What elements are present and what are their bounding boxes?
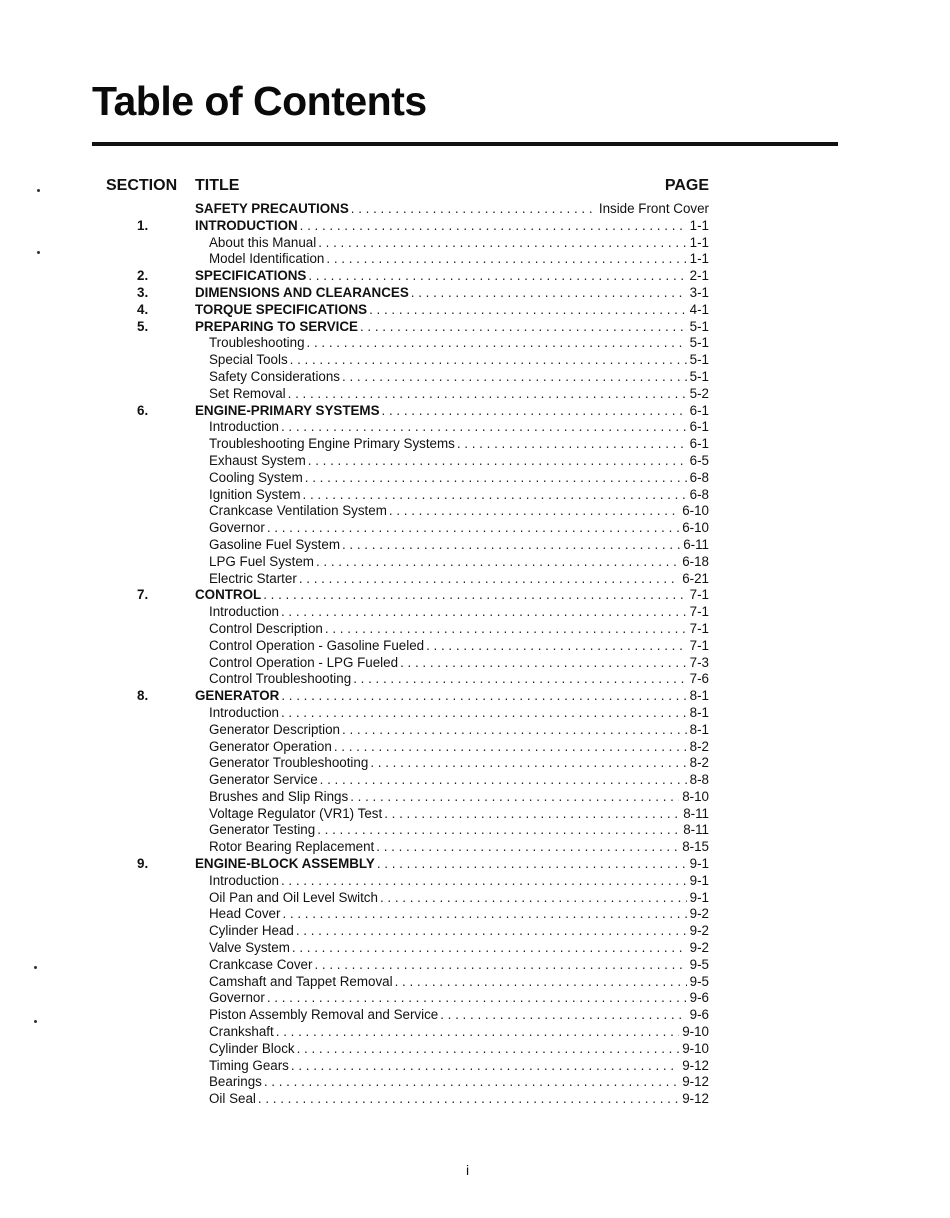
toc-entry-subsection	[209, 621, 709, 638]
entry-title: Cylinder Head	[209, 923, 294, 939]
dot-leader	[305, 470, 687, 487]
entry-page: 2-1	[689, 268, 709, 284]
toc-entry-subsection	[209, 235, 709, 252]
dot-leader	[389, 503, 679, 520]
section-number: 6.	[137, 402, 149, 418]
scan-speck	[37, 189, 40, 192]
toc-row	[0, 990, 950, 1007]
toc-row	[0, 201, 950, 218]
dot-leader	[308, 453, 687, 470]
entry-title: Generator Service	[209, 772, 318, 788]
dot-leader	[297, 1041, 680, 1058]
dot-leader	[411, 285, 687, 302]
entry-page: 9-2	[689, 923, 709, 939]
entry-page: Inside Front Cover	[598, 201, 709, 216]
toc-row	[0, 487, 950, 504]
toc-entry-subsection	[209, 1091, 709, 1108]
toc-entry-subsection	[209, 873, 709, 890]
toc-entry-subsection	[209, 571, 709, 588]
entry-page: 7-1	[689, 604, 709, 620]
entry-title: SPECIFICATIONS	[195, 268, 307, 284]
dot-leader	[267, 520, 679, 537]
entry-title: Rotor Bearing Replacement	[209, 839, 375, 855]
toc-entry-subsection	[209, 923, 709, 940]
entry-title: Control Troubleshooting	[209, 671, 352, 687]
dot-leader	[281, 705, 687, 722]
toc-entry-subsection	[209, 1007, 709, 1024]
entry-title: Timing Gears	[209, 1057, 289, 1073]
dot-leader	[281, 873, 687, 890]
entry-title: Control Operation - LPG Fueled	[209, 654, 399, 670]
entry-page: 8-2	[689, 738, 709, 754]
dot-leader	[296, 923, 687, 940]
toc-entry-subsection	[209, 436, 709, 453]
toc-row	[0, 638, 950, 655]
section-number: 9.	[137, 856, 149, 872]
toc-entry-subsection	[209, 1058, 709, 1075]
toc-row	[0, 671, 950, 688]
entry-page: 8-8	[689, 772, 709, 788]
dot-leader	[281, 688, 686, 705]
toc-row	[0, 1058, 950, 1075]
dot-leader	[300, 218, 687, 235]
dot-leader	[276, 1024, 679, 1041]
entry-title: SAFETY PRECAUTIONS	[195, 201, 349, 216]
toc-row	[0, 403, 950, 420]
dot-leader	[342, 722, 687, 739]
entry-title: Head Cover	[209, 906, 281, 922]
toc-entry-subsection	[209, 957, 709, 974]
toc-entry-subsection	[209, 386, 709, 403]
toc-entry-subsection	[209, 839, 709, 856]
toc-entry-subsection	[209, 705, 709, 722]
entry-title: Generator Testing	[209, 822, 316, 838]
dot-leader	[440, 1007, 686, 1024]
entry-page: 6-18	[682, 553, 709, 569]
toc-row	[0, 285, 950, 302]
entry-page: 9-12	[682, 1091, 709, 1107]
dot-leader	[258, 1091, 679, 1108]
section-number: 1.	[137, 217, 149, 233]
toc-row	[0, 268, 950, 285]
toc-entry-subsection	[209, 890, 709, 907]
toc-entry-subsection	[209, 251, 709, 268]
toc-entry-subsection	[209, 453, 709, 470]
toc-entry-subsection	[209, 755, 709, 772]
entry-page: 9-12	[682, 1057, 709, 1073]
dot-leader	[342, 537, 680, 554]
toc-row	[0, 621, 950, 638]
entry-page: 9-10	[682, 1024, 709, 1040]
dot-leader	[281, 419, 687, 436]
toc-row	[0, 789, 950, 806]
entry-title: Introduction	[209, 604, 279, 620]
entry-title: Crankcase Ventilation System	[209, 503, 387, 519]
toc-row	[0, 251, 950, 268]
toc-entry-section	[195, 403, 709, 420]
toc-row	[0, 856, 950, 873]
toc-row	[0, 218, 950, 235]
entry-page: 9-1	[689, 889, 709, 905]
dot-leader	[370, 755, 686, 772]
entry-title: Generator Troubleshooting	[209, 755, 369, 771]
entry-page: 6-5	[689, 452, 709, 468]
toc-entry-subsection	[209, 1024, 709, 1041]
toc-entry-section	[195, 856, 709, 873]
entry-page: 5-1	[689, 352, 709, 368]
entry-title: Special Tools	[209, 352, 288, 368]
entry-title: Set Removal	[209, 385, 286, 401]
entry-title: Voltage Regulator (VR1) Test	[209, 805, 383, 821]
entry-title: Camshaft and Tappet Removal	[209, 973, 393, 989]
toc-row	[0, 571, 950, 588]
dot-leader	[303, 487, 687, 504]
entry-title: CONTROL	[195, 587, 262, 603]
entry-page: 9-6	[689, 1007, 709, 1023]
dot-leader	[395, 974, 687, 991]
toc-entry-section	[195, 688, 709, 705]
entry-title: LPG Fuel System	[209, 553, 314, 569]
entry-page: 7-6	[689, 671, 709, 687]
scan-speck	[34, 1020, 37, 1023]
entry-page: 3-1	[689, 284, 709, 300]
dot-leader	[457, 436, 687, 453]
entry-page: 9-6	[689, 990, 709, 1006]
entry-page: 5-1	[689, 368, 709, 384]
entry-page: 5-1	[689, 318, 709, 334]
entry-title: About this Manual	[209, 234, 317, 250]
toc-row	[0, 739, 950, 756]
entry-title: Safety Considerations	[209, 368, 341, 384]
dot-leader	[351, 201, 596, 218]
section-number: 4.	[137, 301, 149, 317]
toc-entry-section	[195, 218, 709, 235]
toc-row	[0, 386, 950, 403]
toc-row	[0, 890, 950, 907]
toc-entry-subsection	[209, 671, 709, 688]
entry-page: 6-21	[682, 570, 709, 586]
entry-page: 9-1	[689, 856, 709, 872]
toc-entry-subsection	[209, 739, 709, 756]
dot-leader	[307, 335, 687, 352]
entry-title: Cooling System	[209, 469, 303, 485]
toc-row	[0, 419, 950, 436]
toc-row	[0, 436, 950, 453]
toc-row	[0, 1024, 950, 1041]
toc-row	[0, 369, 950, 386]
entry-page: 7-1	[689, 587, 709, 603]
toc-row	[0, 302, 950, 319]
toc-row	[0, 453, 950, 470]
scan-speck	[37, 251, 40, 254]
dot-leader	[369, 302, 687, 319]
toc-entry-section	[195, 285, 709, 302]
toc-entry-subsection	[209, 906, 709, 923]
entry-title: ENGINE-BLOCK ASSEMBLY	[195, 856, 375, 872]
dot-leader	[377, 856, 687, 873]
entry-title: GENERATOR	[195, 688, 280, 704]
entry-page: 8-2	[689, 755, 709, 771]
dot-leader	[316, 554, 679, 571]
dot-leader	[382, 403, 687, 420]
toc-row	[0, 873, 950, 890]
entry-title: Governor	[209, 990, 265, 1006]
entry-title: Crankshaft	[209, 1024, 274, 1040]
toc-entry-subsection	[209, 806, 709, 823]
section-number: 7.	[137, 587, 149, 603]
toc-entry-subsection	[209, 470, 709, 487]
entry-title: Introduction	[209, 872, 279, 888]
toc-row	[0, 1091, 950, 1108]
entry-page: 6-10	[682, 520, 709, 536]
dot-leader	[318, 235, 686, 252]
toc-row	[0, 554, 950, 571]
dot-leader	[360, 319, 687, 336]
toc-entry-subsection	[209, 822, 709, 839]
toc-entry-section	[195, 268, 709, 285]
entry-page: 6-10	[682, 503, 709, 519]
toc-entry-subsection	[209, 789, 709, 806]
page-title: Table of Contents	[92, 78, 427, 124]
entry-title: TORQUE SPECIFICATIONS	[195, 301, 368, 317]
dot-leader	[320, 772, 687, 789]
entry-page: 1-1	[689, 217, 709, 233]
toc-entry-subsection	[209, 419, 709, 436]
dot-leader	[308, 268, 686, 285]
entry-page: 9-2	[689, 906, 709, 922]
entry-page: 9-1	[689, 872, 709, 888]
entry-title: Brushes and Slip Rings	[209, 788, 349, 804]
entry-title: Oil Pan and Oil Level Switch	[209, 889, 378, 905]
toc-row	[0, 772, 950, 789]
toc-row	[0, 755, 950, 772]
entry-page: 7-1	[689, 620, 709, 636]
entry-page: 8-10	[682, 788, 709, 804]
entry-page: 5-1	[689, 335, 709, 351]
entry-title: Gasoline Fuel System	[209, 536, 340, 552]
toc-entry-subsection	[209, 1074, 709, 1091]
entry-page: 9-5	[689, 956, 709, 972]
toc-entry-subsection	[209, 940, 709, 957]
dot-leader	[353, 671, 686, 688]
entry-title: INTRODUCTION	[195, 217, 298, 233]
dot-leader	[342, 369, 687, 386]
entry-page: 9-2	[689, 940, 709, 956]
dot-leader	[317, 822, 680, 839]
entry-page: 1-1	[689, 251, 709, 267]
dot-leader	[325, 621, 687, 638]
section-number: 8.	[137, 688, 149, 704]
entry-title: Ignition System	[209, 486, 301, 502]
toc-entry-subsection	[209, 503, 709, 520]
toc-row	[0, 1007, 950, 1024]
toc-entry-subsection	[209, 990, 709, 1007]
toc-row	[0, 470, 950, 487]
toc-entry-subsection	[209, 369, 709, 386]
title-rule	[92, 142, 838, 146]
toc-row	[0, 319, 950, 336]
toc-row	[0, 940, 950, 957]
toc-row	[0, 906, 950, 923]
entry-title: Control Operation - Gasoline Fueled	[209, 637, 425, 653]
entry-page: 6-11	[683, 536, 709, 552]
entry-title: Troubleshooting	[209, 335, 305, 351]
dot-leader	[264, 1074, 679, 1091]
entry-title: Oil Seal	[209, 1091, 256, 1107]
toc-row	[0, 352, 950, 369]
toc-row	[0, 520, 950, 537]
entry-page: 6-8	[689, 469, 709, 485]
entry-page: 8-1	[689, 688, 709, 704]
entry-title: PREPARING TO SERVICE	[195, 318, 358, 334]
entry-title: Piston Assembly Removal and Service	[209, 1007, 439, 1023]
column-header-section: SECTION	[106, 177, 178, 194]
dot-leader	[376, 839, 679, 856]
toc-row	[0, 335, 950, 352]
dot-leader	[314, 957, 686, 974]
toc-row	[0, 705, 950, 722]
toc-row	[0, 722, 950, 739]
entry-page: 6-8	[689, 486, 709, 502]
entry-title: Crankcase Cover	[209, 956, 313, 972]
toc-entry-subsection	[209, 655, 709, 672]
toc-row	[0, 822, 950, 839]
entry-title: Generator Operation	[209, 738, 332, 754]
dot-leader	[267, 990, 687, 1007]
entry-page: 9-5	[689, 973, 709, 989]
entry-title: ENGINE-PRIMARY SYSTEMS	[195, 402, 380, 418]
toc-entry-subsection	[209, 537, 709, 554]
toc-list	[0, 201, 950, 1108]
toc-row	[0, 604, 950, 621]
toc-entry-subsection	[209, 638, 709, 655]
entry-title: Introduction	[209, 419, 279, 435]
toc-row	[0, 806, 950, 823]
toc-entry-section	[195, 587, 709, 604]
entry-title: Introduction	[209, 704, 279, 720]
toc-row	[0, 503, 950, 520]
toc-entry-subsection	[209, 352, 709, 369]
entry-title: Electric Starter	[209, 570, 297, 586]
entry-page: 8-11	[683, 805, 709, 821]
entry-page: 9-12	[682, 1074, 709, 1090]
toc-entry-subsection	[209, 554, 709, 571]
toc-row	[0, 839, 950, 856]
toc-entry-section	[195, 302, 709, 319]
entry-page: 5-2	[689, 385, 709, 401]
entry-title: Bearings	[209, 1074, 262, 1090]
dot-leader	[263, 587, 686, 604]
toc-row	[0, 537, 950, 554]
entry-page: 6-1	[689, 402, 709, 418]
entry-title: Model Identification	[209, 251, 325, 267]
entry-page: 7-1	[689, 637, 709, 653]
column-header-title: TITLE	[195, 177, 240, 194]
toc-entry-subsection	[209, 335, 709, 352]
toc-row	[0, 235, 950, 252]
dot-leader	[350, 789, 679, 806]
toc-row	[0, 1074, 950, 1091]
section-number: 5.	[137, 318, 149, 334]
toc-entry-subsection	[209, 722, 709, 739]
toc-row	[0, 923, 950, 940]
dot-leader	[334, 739, 687, 756]
toc-entry-subsection	[209, 1041, 709, 1058]
dot-leader	[380, 890, 687, 907]
entry-page: 7-3	[689, 654, 709, 670]
toc-entry-subsection	[209, 520, 709, 537]
toc-row	[0, 688, 950, 705]
toc-row	[0, 655, 950, 672]
entry-title: Cylinder Block	[209, 1040, 295, 1056]
dot-leader	[281, 604, 687, 621]
section-number: 3.	[137, 284, 149, 300]
dot-leader	[426, 638, 687, 655]
toc-entry-subsection	[209, 974, 709, 991]
toc-entry-section	[195, 201, 709, 218]
entry-page: 8-15	[682, 839, 709, 855]
toc-entry-section	[195, 319, 709, 336]
entry-title: Troubleshooting Engine Primary Systems	[209, 436, 455, 452]
dot-leader	[288, 386, 687, 403]
entry-page: 8-11	[683, 822, 709, 838]
entry-title: Generator Description	[209, 721, 340, 737]
column-header-page: PAGE	[664, 177, 709, 194]
toc-row	[0, 957, 950, 974]
entry-page: 6-1	[689, 436, 709, 452]
dot-leader	[400, 655, 687, 672]
entry-title: Valve System	[209, 940, 290, 956]
dot-leader	[384, 806, 680, 823]
dot-leader	[290, 352, 687, 369]
toc-row	[0, 974, 950, 991]
toc-row	[0, 1041, 950, 1058]
dot-leader	[282, 906, 686, 923]
dot-leader	[292, 940, 687, 957]
entry-page: 8-1	[689, 721, 709, 737]
entry-title: Exhaust System	[209, 452, 306, 468]
entry-title: Governor	[209, 520, 265, 536]
toc-entry-subsection	[209, 772, 709, 789]
dot-leader	[326, 251, 686, 268]
entry-title: Control Description	[209, 620, 323, 636]
entry-page: 9-10	[682, 1040, 709, 1056]
scan-speck	[34, 966, 37, 969]
entry-page: 6-1	[689, 419, 709, 435]
entry-title: DIMENSIONS AND CLEARANCES	[195, 284, 409, 300]
toc-entry-subsection	[209, 487, 709, 504]
toc-row	[0, 587, 950, 604]
section-number: 2.	[137, 268, 149, 284]
entry-page: 4-1	[689, 301, 709, 317]
entry-page: 1-1	[689, 234, 709, 250]
dot-leader	[291, 1058, 679, 1075]
entry-page: 8-1	[689, 704, 709, 720]
toc-entry-subsection	[209, 604, 709, 621]
page-number: i	[466, 1162, 470, 1178]
dot-leader	[299, 571, 679, 588]
